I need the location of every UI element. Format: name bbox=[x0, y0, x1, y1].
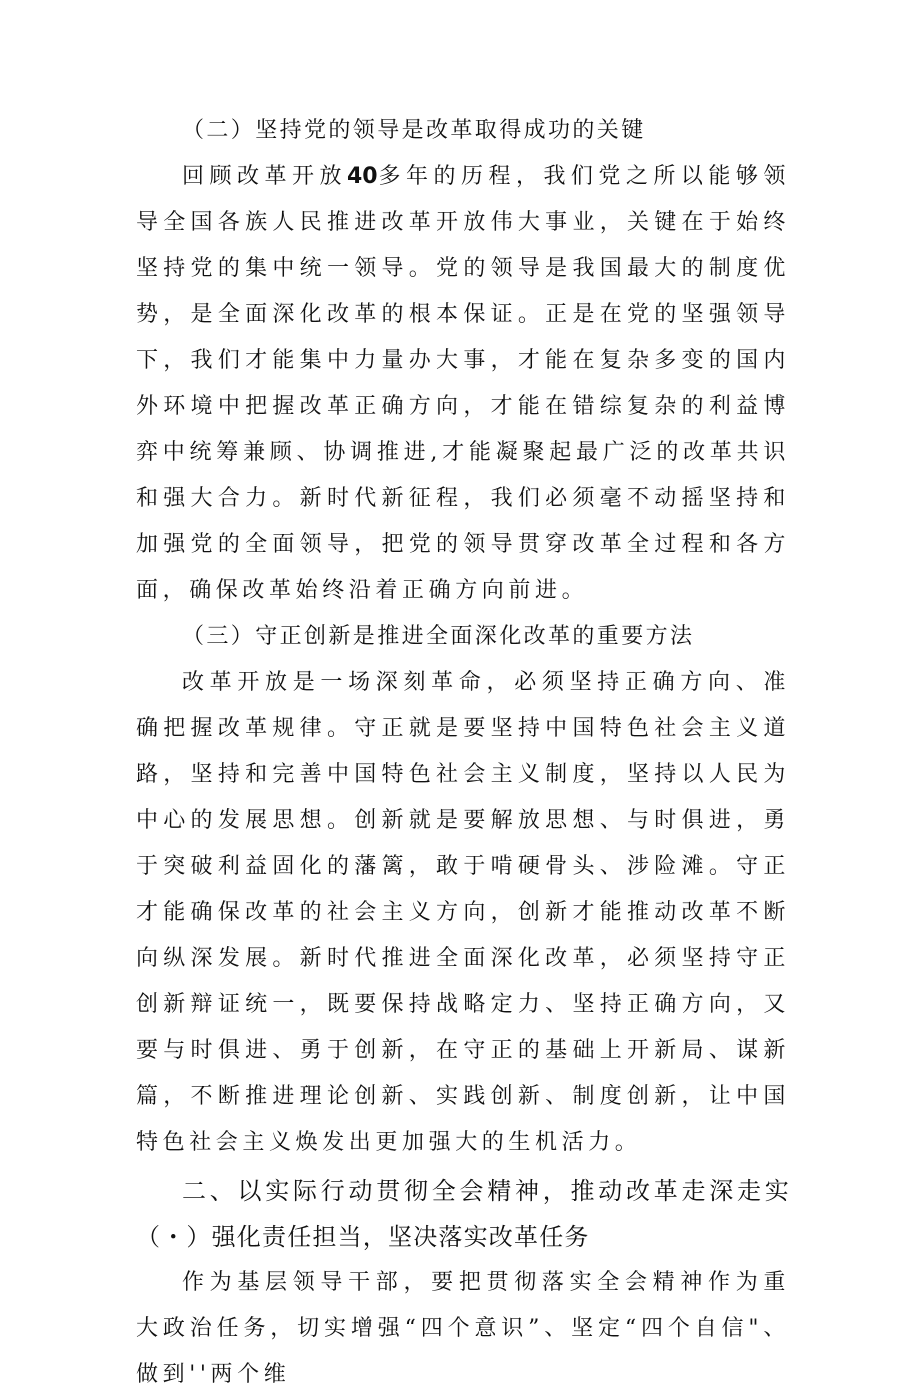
subheading-innovation: （三）守正创新是推进全面深化改革的重要方法 bbox=[182, 624, 695, 649]
years-number: 40 bbox=[346, 164, 378, 189]
heading-part-two: 二、以实际行动贯彻全会精神，推动改革走深走实（・）强化责任担当，坚决落实改革任务 bbox=[136, 1177, 790, 1251]
paragraph-rest: 多年的历程，我们党之所以能够领导全国各族人民推进改革开放伟大事业，关键在于始终坚持党的集中统一领导。党的领导是我国最大的制度优势，是全面深化改革的根本保证。正是在党的坚强领导下，我们才能集中力量办大事，才能在复杂多变的国内外环境中把握改革正确方向，才能在错综复杂的利益博弈中统筹兼顾、协调推进,才能凝聚起最广泛的改革共识和强大合力。新时代新征程，我们必须毫不动摇坚持和加强党的全面领导，把党的领导贯穿改革全过程和各方面，确保改革始终沿着正确方向前进。 bbox=[136, 164, 790, 603]
paragraph-responsibility: 作为基层领导干部，要把贯彻落实全会精神作为重大政治任务，切实增强“四个意识”、坚定“四个自信"、做到''两个维 bbox=[136, 1270, 790, 1387]
subheading-party-leadership: （二）坚持党的领导是改革取得成功的关键 bbox=[182, 118, 646, 143]
paragraph-party-leadership bbox=[136, 154, 790, 614]
paragraph-prefix: 回顾改革开放 bbox=[182, 164, 347, 189]
document-body bbox=[136, 108, 790, 1398]
paragraph-innovation: 改革开放是一场深刻革命，必须坚持正确方向、准确把握改革规律。守正就是要坚持中国特色社会主义道路，坚持和完善中国特色社会主义制度，坚持以人民为中心的发展思想。创新就是要解放思想、与时俱进，勇于突破利益固化的藩篱，敢于啃硬骨头、涉险滩。守正才能确保改革的社会主义方向，创新才能推动改革不断向纵深发展。新时代推进全面深化改革，必须坚持守正创新辩证统一，既要保持战略定力、坚持正确方向，又要与时俱进、勇于创新，在守正的基础上开新局、谋新篇，不断推进理论创新、实践创新、制度创新，让中国特色社会主义焕发出更加强大的生机活力。 bbox=[136, 670, 790, 1155]
